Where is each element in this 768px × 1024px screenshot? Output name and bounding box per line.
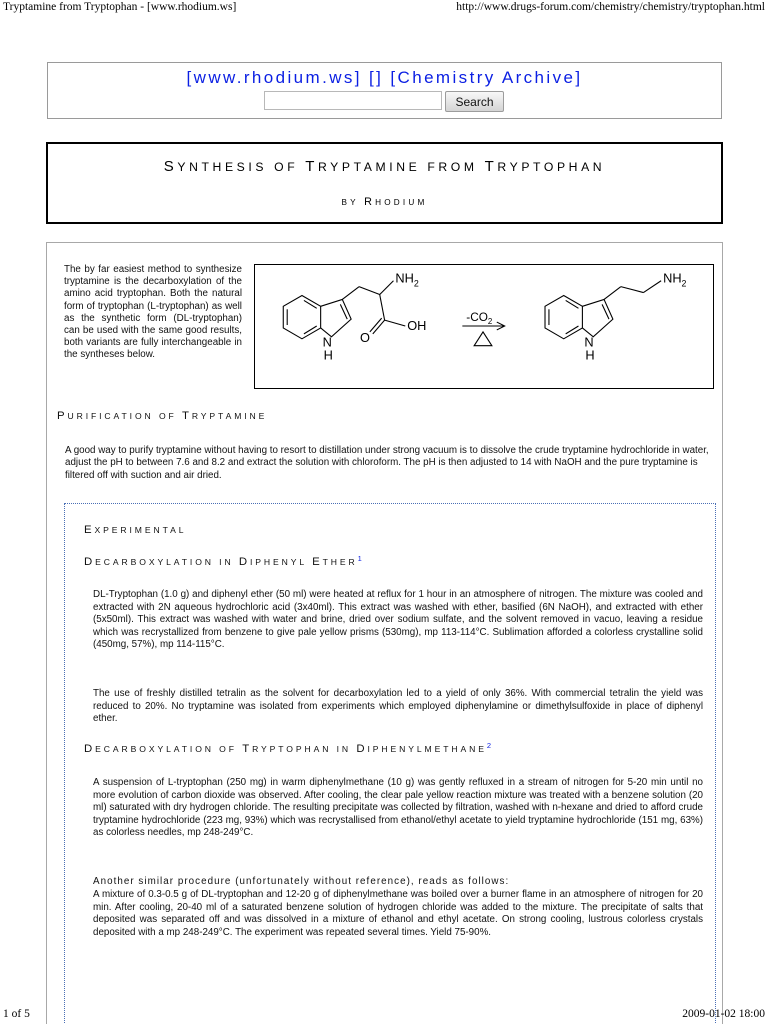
hydroxyl-label: OH xyxy=(407,317,427,333)
site-header xyxy=(47,62,722,119)
experimental-heading: EXPERIMENTAL xyxy=(84,524,187,536)
diphenylmethane-heading: DECARBOXYLATION OF TRYPTOPHAN IN DIPHENYLMETHANE$^2$ xyxy=(84,741,492,755)
benzene-ring-right xyxy=(545,296,582,339)
diphenyl-ether-heading: DECARBOXYLATION IN DIPHENYL ETHER$^1$ xyxy=(84,554,362,568)
experimental-box xyxy=(64,503,716,1023)
heat-triangle xyxy=(474,332,492,346)
purification-paragraph: A good way to purify tryptamine without having to resort to distillation under strong vacuum is to dissolve the crude tryptamine hydrochloride in water, adjust the pH to between 7.6 and 8.2 and extract the solution with chloroform. The pH is then adjusted to 14 with NaOH and the pure tryptamine is filtered off with suction and air dried. xyxy=(65,445,709,481)
print-page-title: Tryptamine from Tryptophan - [www.rhodium.ws] xyxy=(3,1,237,13)
print-header xyxy=(0,0,768,20)
diphenylmethane-paragraph-1: A suspension of L-tryptophan (250 mg) in warm diphenylmethane (10 g) was gently refluxed in a stream of nitrogen for 5-20 min until no more evolution of carbon dioxide was observed. After cooling, the clear pale yellow reaction mixture was treated with a benzene solution (20 ml) saturated with dry hydrogen chloride. The resulting precipitate was collected by filtration, washed with n-hexane and dried to afford crude tryptamine hydrochloride (223 mg, 93%) which was recrystallised from ethanol/ethyl acetate to yield tryptamine hydrochloride (151 mg, 63%) as colorless needles, mp 248-249°C. xyxy=(93,777,703,839)
benzene-ring-left xyxy=(283,296,320,339)
diphenylmethane-alt-intro: Another similar procedure (unfortunately without reference), reads as follows: xyxy=(93,876,510,887)
indole-n-right: N xyxy=(584,334,594,350)
search-input[interactable] xyxy=(264,91,442,110)
reaction-scheme xyxy=(254,264,714,389)
article-title-box xyxy=(46,142,723,224)
diphenyl-ether-paragraph-2: The use of freshly distilled tetralin as the solvent for decarboxylation led to a yield of only 36%. With commercial tetralin the yield was reduced to 20%. No tryptamine was isolated from experiments which employed diphenylamine or dimethylsulfoxide in place of diphenyl ether. xyxy=(93,688,703,725)
indole-h-left: H xyxy=(323,347,333,363)
chemistry-archive-link[interactable]: [Chemistry Archive] xyxy=(390,68,583,87)
print-timestamp: 2009-01-02 18:00 xyxy=(682,1008,765,1020)
empty-link[interactable]: [] xyxy=(369,68,384,87)
page-count: 1 of 5 xyxy=(3,1008,30,1020)
rhodium-site-link[interactable]: [www.rhodium.ws] xyxy=(186,68,362,87)
purification-heading: PURIFICATION OF TRYPTAMINE xyxy=(57,410,268,422)
article-title: SYNTHESIS OF TRYPTAMINE FROM TRYPTOPHAN xyxy=(163,158,606,175)
reaction-scheme-drawing xyxy=(255,265,713,388)
amine-label-left: $NH_2$ xyxy=(395,270,419,289)
diphenyl-ether-paragraph-1: DL-Tryptophan (1.0 g) and diphenyl ether (50 ml) were heated at reflux for 1 hour in an atmosphere of nitrogen. The mixture was cooled and extracted with 2N aqueous hydrochloric acid (3x40ml). This extract was washed with ether, basified (6N NaOH), and extracted with ether (5x50ml). This extract was washed with water and brine, dried over sodium sulfate, and the solvent removed in vacuo, leaving a residue which was recrystallized from benzene to give pale yellow prisms (530mg), mp 113-114°C. Sublimation afforded a colorless crystalline solid (450mg, 57%), mp 114-115°C. xyxy=(93,589,703,651)
search-button[interactable]: Search xyxy=(445,91,504,112)
indole-n-left: N xyxy=(322,334,332,350)
print-page-url: http://www.drugs-forum.com/chemistry/chemistry/tryptophan.html xyxy=(456,1,765,13)
reference-link-2[interactable]: 2 xyxy=(486,741,492,750)
article-byline: BY RHODIUM xyxy=(341,196,428,208)
site-nav xyxy=(48,68,721,88)
carbonyl-label: O xyxy=(360,329,370,345)
diphenylmethane-paragraph-2: A mixture of 0.3-0.5 g of DL-tryptophan and 12-20 g of diphenylmethane was boiled over a burner flame in an atmosphere of nitrogen for 20 min. After cooling, 20-40 ml of a saturated benzene solution of hydrogen chloride was added to the mixture. The precipitate of salts that deposited was separated off and was dissolved in a mixture of ethanol and ethyl acetate. On strong cooling, lustrous colorless crystals deposited with a mp 248-249°C. The experiment was repeated several times. Yield 75-90%. xyxy=(93,889,703,938)
reference-link-1[interactable]: 1 xyxy=(357,554,362,563)
print-footer xyxy=(0,1004,768,1024)
indole-h-right: H xyxy=(585,347,595,363)
amine-label-right: $NH_2$ xyxy=(663,270,687,289)
reagent-label: $-CO_2$ xyxy=(466,310,493,327)
intro-paragraph: The by far easiest method to synthesize tryptamine is the decarboxylation of the amino acid tryptophan. Both the natural form of tryptophan (L-tryptophan) as well as the synthetic form (DL-tryptophan) can be used with the same good results, both variants are fully interchangeable in the syntheses below. xyxy=(64,264,242,361)
